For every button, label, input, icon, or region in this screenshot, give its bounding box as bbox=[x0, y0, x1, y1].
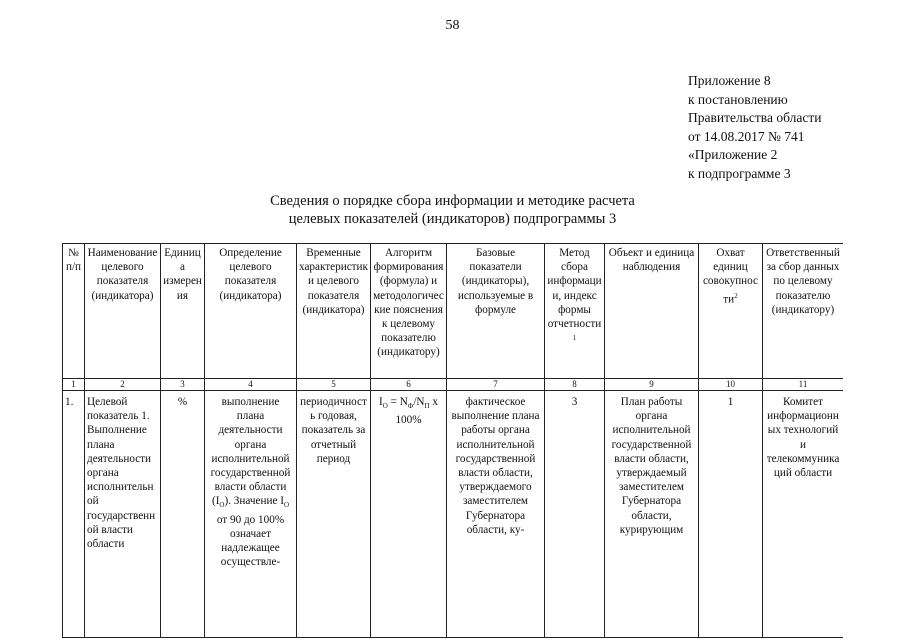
column-number: 3 bbox=[161, 379, 205, 391]
page-number: 58 bbox=[445, 18, 460, 33]
formula-part: I bbox=[379, 396, 383, 408]
formula-part: /N bbox=[413, 396, 425, 408]
column-number: 1 bbox=[63, 379, 85, 391]
column-number-row bbox=[63, 379, 844, 391]
cell-formula bbox=[371, 391, 447, 638]
title-line: Сведения о порядке сбора информации и методике расчета bbox=[270, 193, 635, 209]
header-cell-definition: Определение целевого показателя (индикатора) bbox=[205, 244, 297, 379]
column-number: 4 bbox=[205, 379, 297, 391]
appendix-line: Приложение 8 bbox=[688, 73, 771, 88]
header-cell-method bbox=[545, 244, 605, 379]
cell-coverage: 1 bbox=[699, 391, 763, 638]
header-cell-coverage bbox=[699, 244, 763, 379]
header-cell-num: № п/п bbox=[63, 244, 85, 379]
definition-sub: О bbox=[219, 501, 225, 510]
header-cell-object: Объект и единица наблюдения bbox=[605, 244, 699, 379]
column-number: 10 bbox=[699, 379, 763, 391]
cell-time: периодичность годовая, показатель за отчетный период bbox=[297, 391, 371, 638]
appendix-line: к постановлению bbox=[688, 91, 788, 107]
cell-definition bbox=[205, 391, 297, 638]
header-cell-base: Базовые показатели (индикаторы), используемые в формуле bbox=[447, 244, 545, 379]
column-number: 11 bbox=[763, 379, 844, 391]
appendix-line: «Приложение 2 bbox=[688, 147, 778, 162]
column-number: 5 bbox=[297, 379, 371, 391]
definition-text: выполнение плана деятельности органа исполнительной государственной власти области (I bbox=[210, 396, 291, 508]
definition-sub: О bbox=[283, 501, 290, 510]
header-cell-formula: Алгоритм формирования (формула) и методологические пояснения к целевому показателю (индикатору) bbox=[371, 244, 447, 379]
column-number: 8 bbox=[545, 379, 605, 391]
table-header-row bbox=[63, 244, 844, 379]
table-row bbox=[63, 391, 844, 638]
formula-sub: Ф bbox=[407, 402, 414, 411]
cell-object: План работы органа исполнительной государственной власти области, утверждаемый заместителем Губернатора области, курирующим bbox=[605, 391, 699, 638]
header-cell-time: Временные характеристики целевого показателя (индикатора) bbox=[297, 244, 371, 379]
appendix-line: Правительства области bbox=[688, 110, 822, 125]
cell-base: фактическое выполнение плана работы органа исполнительной государственной власти области, утверждаемого заместителем Губернатора области, ку- bbox=[447, 391, 545, 638]
column-number: 2 bbox=[85, 379, 161, 391]
column-number: 7 bbox=[447, 379, 545, 391]
cell-num: 1. bbox=[63, 391, 85, 638]
header-method-text: Метод сбора информации, индекс формы отчетности bbox=[547, 247, 602, 331]
indicators-table-wrap bbox=[62, 243, 843, 640]
header-coverage-text: Охват единиц совокупности bbox=[702, 247, 759, 306]
header-cell-responsible: Ответственный за сбор данных по целевому показателю (индикатору) bbox=[763, 244, 844, 379]
cell-unit: % bbox=[161, 391, 205, 638]
footnote-mark: 1 bbox=[572, 334, 577, 343]
formula-sub: П bbox=[424, 402, 430, 411]
appendix-block bbox=[688, 72, 821, 183]
document-title bbox=[0, 192, 905, 228]
title-line: целевых показателей (индикаторов) подпрограммы 3 bbox=[288, 211, 617, 227]
indicators-table bbox=[62, 243, 843, 638]
formula-sub: О bbox=[382, 402, 388, 411]
formula-part: х 100% bbox=[395, 396, 438, 427]
definition-text: от 90 до 100% означает надлежащее осуществле- bbox=[216, 513, 285, 569]
column-number: 9 bbox=[605, 379, 699, 391]
formula-part: = N bbox=[387, 396, 408, 408]
cell-method: 3 bbox=[545, 391, 605, 638]
footnote-mark: 2 bbox=[734, 291, 738, 300]
column-number: 6 bbox=[371, 379, 447, 391]
cell-responsible: Комитет информационных технологий и телекоммуникаций области bbox=[763, 391, 844, 638]
appendix-line: к подпрограмме 3 bbox=[688, 165, 791, 181]
appendix-line: от 14.08.2017 № 741 bbox=[688, 128, 805, 144]
definition-text: ). Значение I bbox=[224, 495, 284, 508]
cell-name: Целевой показатель 1. Выполнение плана деятельности органа исполнительной государственной власти области bbox=[85, 391, 161, 638]
header-cell-name: Наименование целевого показателя (индикатора) bbox=[85, 244, 161, 379]
header-cell-unit: Единица измерения bbox=[161, 244, 205, 379]
